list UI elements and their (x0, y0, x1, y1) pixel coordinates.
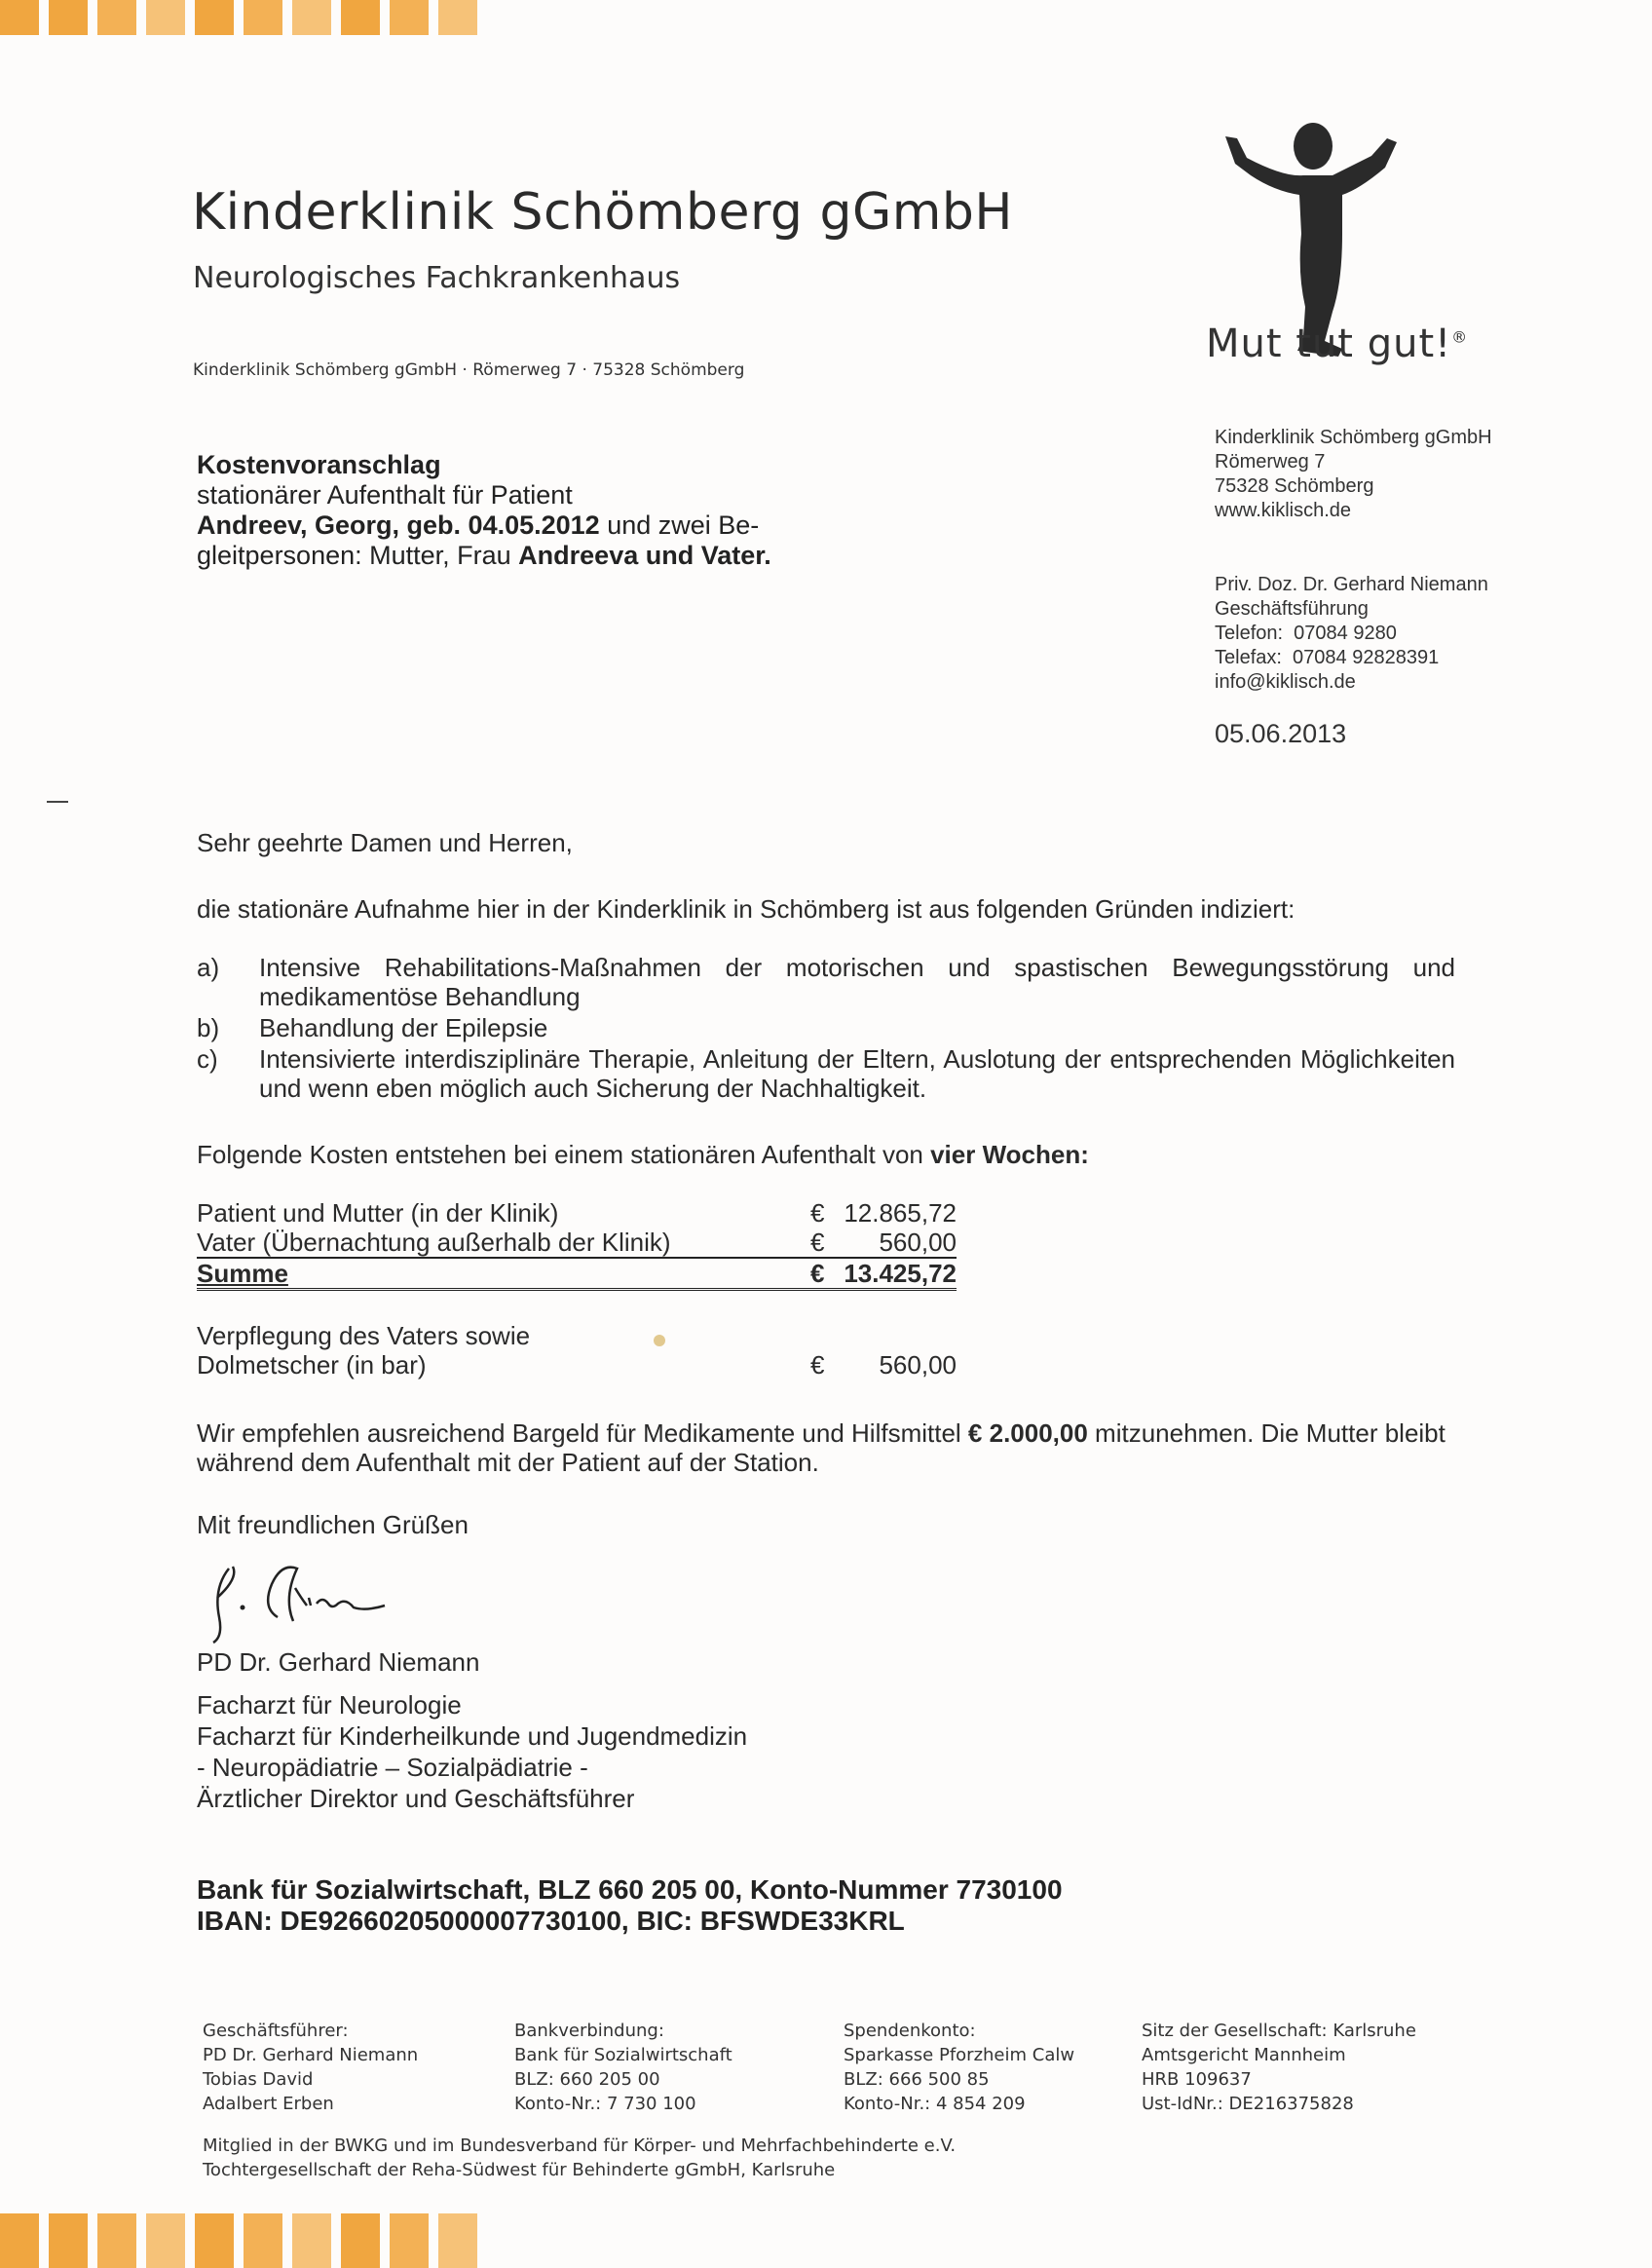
bank-line: Bank für Sozialwirtschaft, BLZ 660 205 00, Konto-Nummer 7730100 (197, 1874, 1063, 1905)
footer-line: Adalbert Erben (203, 2094, 334, 2114)
address-line: Kinderklinik Schömberg gGmbH (1215, 427, 1492, 448)
duration: vier Wochen: (930, 1140, 1089, 1169)
website-link[interactable]: www.kiklisch.de (1215, 500, 1352, 521)
bank-details (197, 1874, 1063, 1937)
contact-block (1215, 573, 1488, 695)
email-link[interactable]: info@kiklisch.de (1215, 671, 1356, 693)
clinic-title: Kinderklinik Schömberg gGmbH (192, 183, 1014, 242)
subject-text: gleitpersonen: Mutter, Frau (197, 541, 519, 570)
subject-heading: Kostenvoranschlag (197, 450, 441, 479)
letter-date: 05.06.2013 (1215, 719, 1347, 748)
slogan-text: Mut tut gut! (1206, 321, 1452, 366)
cost-label: Vater (Übernachtung außerhalb der Klinik) (197, 1228, 671, 1257)
membership-note (203, 2134, 956, 2182)
subject-line: stationärer Aufenthalt für Patient (197, 480, 573, 510)
clinic-address (1215, 426, 1492, 523)
costs-intro (197, 1140, 1089, 1169)
fold-mark (47, 801, 68, 803)
list-text: Intensivierte interdisziplinäre Therapie, Anleitung der Eltern, Auslotung der entsprechenden Möglichkeiten und wenn eben möglich auch Sicherung der Nachhaltigkeit. (259, 1044, 1455, 1103)
sum-label: Summe (197, 1259, 288, 1288)
list-item (197, 1044, 1455, 1103)
address-line: Römerweg 7 (1215, 451, 1326, 472)
sender-line: Kinderklinik Schömberg gGmbH · Römerweg 7 · 75328 Schömberg (193, 360, 745, 380)
signatory-title: - Neuropädiatrie – Sozialpädiatrie - (197, 1753, 588, 1782)
signatory-title: Ärztlicher Direktor und Geschäftsführer (197, 1784, 635, 1813)
footer-col-bank (514, 2019, 732, 2116)
footer-line: Amtsgericht Mannheim (1142, 2045, 1346, 2065)
list-text: Intensive Rehabilitations-Maßnahmen der motorischen und spastischen Bewegungsstörung und medikamentöse Behandlung (259, 953, 1455, 1011)
top-color-stripe (0, 0, 477, 35)
footer-col-donation (844, 2019, 1074, 2116)
signatory-name: PD Dr. Gerhard Niemann (197, 1647, 480, 1677)
iban-line: IBAN: DE92660205000007730100, BIC: BFSWDE33KRL (197, 1906, 905, 1936)
intro-paragraph: die stationäre Aufnahme hier in der Kinderklinik in Schömberg ist aus folgenden Gründen indiziert: (197, 894, 1295, 924)
footer-line: Geschäftsführer: (203, 2021, 349, 2041)
recommend-text: mitzunehmen. Die Mutter bleibt während dem Aufenthalt mit der Patient auf der Station. (197, 1418, 1446, 1477)
subject-block (197, 450, 771, 571)
list-item (197, 953, 1455, 1011)
cost-label: Patient und Mutter (in der Klinik) (197, 1198, 559, 1228)
footer-line: Bank für Sozialwirtschaft (514, 2045, 732, 2065)
registered-mark: ® (1451, 327, 1469, 347)
meal-label: Verpflegung des Vaters sowie (197, 1321, 531, 1350)
amount-value: 12.865,72 (844, 1198, 957, 1228)
bottom-color-stripe (0, 2213, 477, 2268)
sum-row (197, 1259, 957, 1291)
table-row (197, 1228, 957, 1259)
footer-line: Konto-Nr.: 4 854 209 (844, 2094, 1026, 2114)
companions: Andreeva und Vater. (518, 541, 771, 570)
clinic-subtitle: Neurologisches Fachkrankenhaus (193, 261, 681, 295)
contact-line: Priv. Doz. Dr. Gerhard Niemann (1215, 574, 1488, 595)
meal-amount (810, 1350, 957, 1380)
table-row (197, 1198, 957, 1228)
subject-text: und zwei Be- (599, 510, 760, 540)
footer-col-registry (1142, 2019, 1416, 2116)
fax-line: Telefax: 07084 92828391 (1215, 647, 1440, 668)
footer-line: Bankverbindung: (514, 2021, 664, 2041)
salutation: Sehr geehrte Damen und Herren, (197, 828, 573, 857)
recommendation-paragraph (197, 1418, 1463, 1477)
list-marker: c) (197, 1044, 218, 1074)
phone-line: Telefon: 07084 9280 (1215, 623, 1397, 644)
member-line: Mitglied in der BWKG und im Bundesverband für Körper- und Mehrfachbehinderte e.V. (203, 2136, 957, 2156)
footer-line: Sitz der Gesellschaft: Karlsruhe (1142, 2021, 1416, 2041)
amount-value: 560,00 (879, 1350, 957, 1380)
footer-line: Tobias David (203, 2069, 314, 2090)
recommend-text: Wir empfehlen ausreichend Bargeld für Medikamente und Hilfsmittel (197, 1418, 968, 1448)
footer-line: Ust-IdNr.: DE216375828 (1142, 2094, 1354, 2114)
meal-label: Dolmetscher (in bar) (197, 1350, 427, 1380)
amount-value: 13.425,72 (844, 1259, 957, 1288)
amount-value: 560,00 (879, 1228, 957, 1257)
footer-line: BLZ: 660 205 00 (514, 2069, 660, 2090)
subject-line (197, 510, 771, 541)
handwritten-signature (200, 1549, 414, 1646)
costs-intro-text: Folgende Kosten entstehen bei einem stationären Aufenthalt von (197, 1140, 931, 1169)
subject-line (197, 541, 771, 571)
costs-table (197, 1198, 957, 1291)
signatory-title: Facharzt für Neurologie (197, 1690, 462, 1720)
footer-line: Sparkasse Pforzheim Calw (844, 2045, 1075, 2065)
contact-line: Geschäftsführung (1215, 598, 1369, 620)
footer-line: PD Dr. Gerhard Niemann (203, 2045, 419, 2065)
footer-line: Konto-Nr.: 7 730 100 (514, 2094, 696, 2114)
currency: € (810, 1198, 825, 1228)
signatory-title: Facharzt für Kinderheilkunde und Jugendmedizin (197, 1721, 748, 1751)
currency: € (810, 1350, 825, 1380)
list-marker: a) (197, 953, 220, 982)
signatory-block (197, 1646, 747, 1814)
sum-amount (810, 1259, 957, 1288)
address-line: 75328 Schömberg (1215, 475, 1374, 497)
footer-col-management (203, 2019, 418, 2116)
closing: Mit freundlichen Grüßen (197, 1510, 469, 1539)
reasons-list (197, 953, 1455, 1105)
footer-line: Spendenkonto: (844, 2021, 976, 2041)
list-text: Behandlung der Epilepsie (259, 1013, 548, 1042)
currency: € (810, 1228, 825, 1257)
table-row (197, 1350, 957, 1380)
meal-costs (197, 1321, 957, 1380)
footer-line: HRB 109637 (1142, 2069, 1252, 2090)
cost-amount (810, 1228, 957, 1257)
member-line: Tochtergesellschaft der Reha-Südwest für Behinderte gGmbH, Karlsruhe (203, 2160, 836, 2180)
currency: € (810, 1259, 825, 1288)
patient-name: Andreev, Georg, geb. 04.05.2012 (197, 510, 600, 540)
slogan (1206, 321, 1468, 366)
list-marker: b) (197, 1013, 220, 1042)
cost-amount (810, 1198, 957, 1228)
recommend-amount: € 2.000,00 (967, 1418, 1088, 1448)
footer-line: BLZ: 666 500 85 (844, 2069, 990, 2090)
list-item (197, 1013, 1455, 1042)
